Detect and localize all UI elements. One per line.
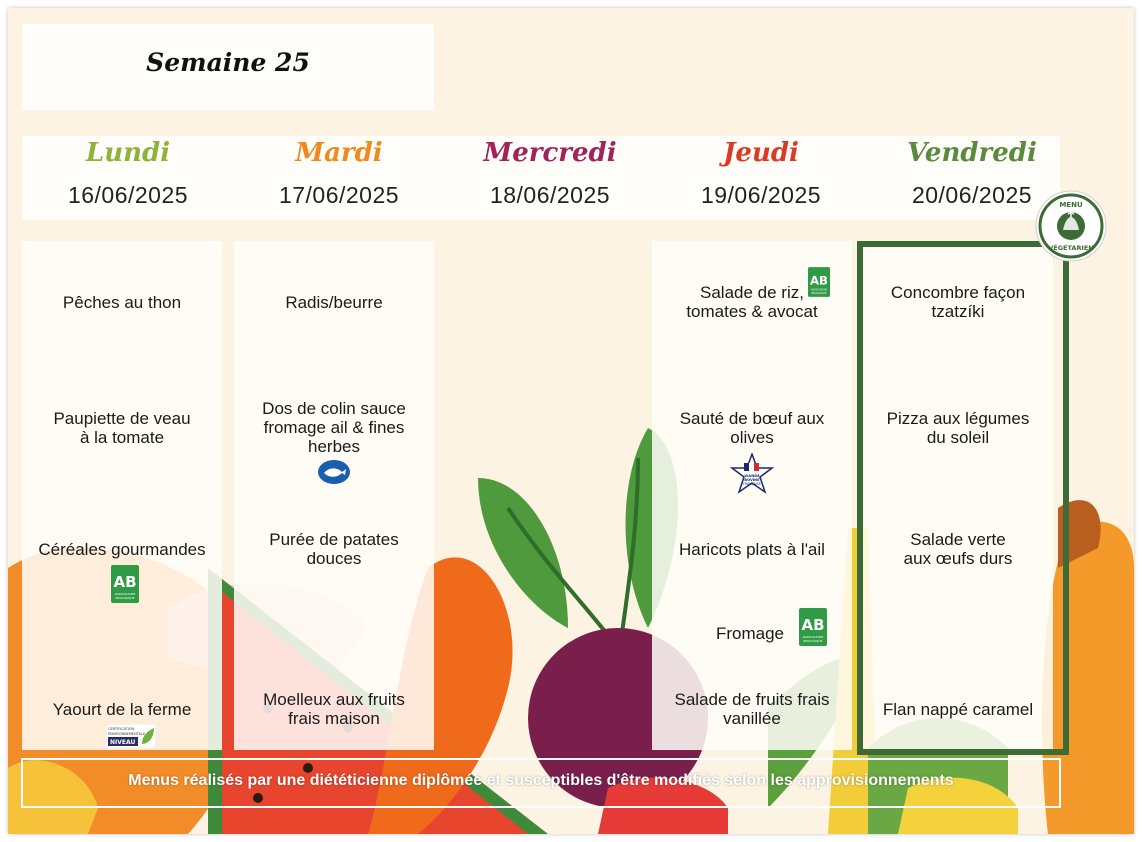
dish-main: Paupiette de veau à la tomate	[53, 409, 191, 447]
ab-organic-logo	[808, 267, 830, 297]
dish-side: Purée de patates douces	[269, 530, 399, 568]
day-name: Vendredi	[907, 138, 1037, 168]
day-name: Lundi	[85, 138, 171, 168]
dish-starter: Concombre façon tzatzíki	[890, 283, 1026, 321]
ab-label: AGRICULTURE	[114, 592, 136, 596]
day-header-jeudi	[655, 136, 867, 220]
dish-main: Dos de colin sauce fromage ail & fines herbes	[262, 399, 406, 456]
ab-label: AGRICULTURE	[810, 288, 828, 292]
dish-side: Haricots plats à l'ail	[679, 540, 825, 559]
vbf-label: VIANDE	[744, 474, 760, 478]
ab-organic-logo	[798, 608, 828, 646]
msc-sustainable-fishing-logo	[317, 459, 351, 485]
menu-page	[8, 8, 1134, 834]
day-date: 18/06/2025	[489, 182, 611, 208]
day-header-mercredi	[444, 136, 656, 220]
ab-organic-logo	[111, 565, 139, 603]
day-header-mardi	[233, 136, 445, 220]
dish-starter: Pêches au thon	[62, 293, 182, 312]
ab-label: AB	[809, 273, 829, 288]
week-title: Semaine 25	[146, 48, 310, 77]
vbf-label: BOVINE	[744, 478, 760, 482]
dish-starter: Radis/beurre	[285, 293, 383, 312]
menu-column-lundi	[22, 241, 222, 750]
footer-disclaimer: Menus réalisés par une diététicienne diplômée et susceptibles d'être modifiés selon les approvisionnements	[128, 772, 954, 789]
dish-dessert: Moelleux aux fruits frais maison	[263, 690, 405, 728]
day-name: Mercredi	[483, 138, 617, 168]
dish-cheese: Fromage	[715, 624, 785, 643]
cert-label: NIVEAU 2	[110, 739, 142, 746]
ab-label: AGRICULTURE	[802, 635, 824, 639]
day-date: 16/06/2025	[67, 182, 189, 208]
badge-bottom-label: VÉGÉTARIEN	[1048, 244, 1094, 252]
ab-label: BIOLOGIQUE	[811, 291, 827, 295]
week-title-box	[22, 24, 434, 110]
vegetarian-menu-badge	[1035, 190, 1107, 262]
cert-label: CERTIFICATION	[108, 727, 135, 731]
dish-side: Céréales gourmandes	[38, 540, 206, 559]
ab-label: AB	[801, 616, 825, 634]
footer-box	[21, 758, 1061, 808]
day-name: Mardi	[295, 138, 383, 168]
dish-main: Sauté de bœuf aux olives	[679, 409, 825, 447]
dish-side: Salade verte aux œufs durs	[903, 530, 1013, 568]
ab-label: BIOLOGIQUE	[115, 596, 135, 600]
dish-dessert: Yaourt de la ferme	[52, 700, 192, 719]
day-name: Jeudi	[723, 138, 799, 168]
dish-main: Pizza aux légumes du soleil	[886, 409, 1030, 447]
day-date: 20/06/2025	[911, 182, 1033, 208]
badge-top-label: MENU	[1059, 201, 1083, 209]
vegetarian-day-frame	[857, 241, 1069, 755]
vbf-label: FRANÇAISE	[743, 482, 761, 486]
dish-dessert: Salade de fruits frais vanillée	[674, 690, 830, 728]
viande-bovine-francaise-logo	[730, 453, 774, 495]
day-date: 19/06/2025	[700, 182, 822, 208]
day-header-lundi	[22, 136, 234, 220]
cert-label: ENVIRONNEMENTALE	[108, 732, 146, 736]
dish-dessert: Flan nappé caramel	[882, 700, 1034, 719]
menu-column-mardi	[234, 241, 434, 750]
day-header-band	[22, 136, 1060, 220]
ab-label: AB	[113, 573, 137, 591]
menu-column-jeudi	[652, 241, 852, 750]
ab-label: BIOLOGIQUE	[803, 639, 823, 643]
day-date: 17/06/2025	[278, 182, 400, 208]
hve-certification-logo	[106, 724, 156, 748]
dish-starter: Salade de riz, tomates & avocat	[686, 283, 818, 321]
